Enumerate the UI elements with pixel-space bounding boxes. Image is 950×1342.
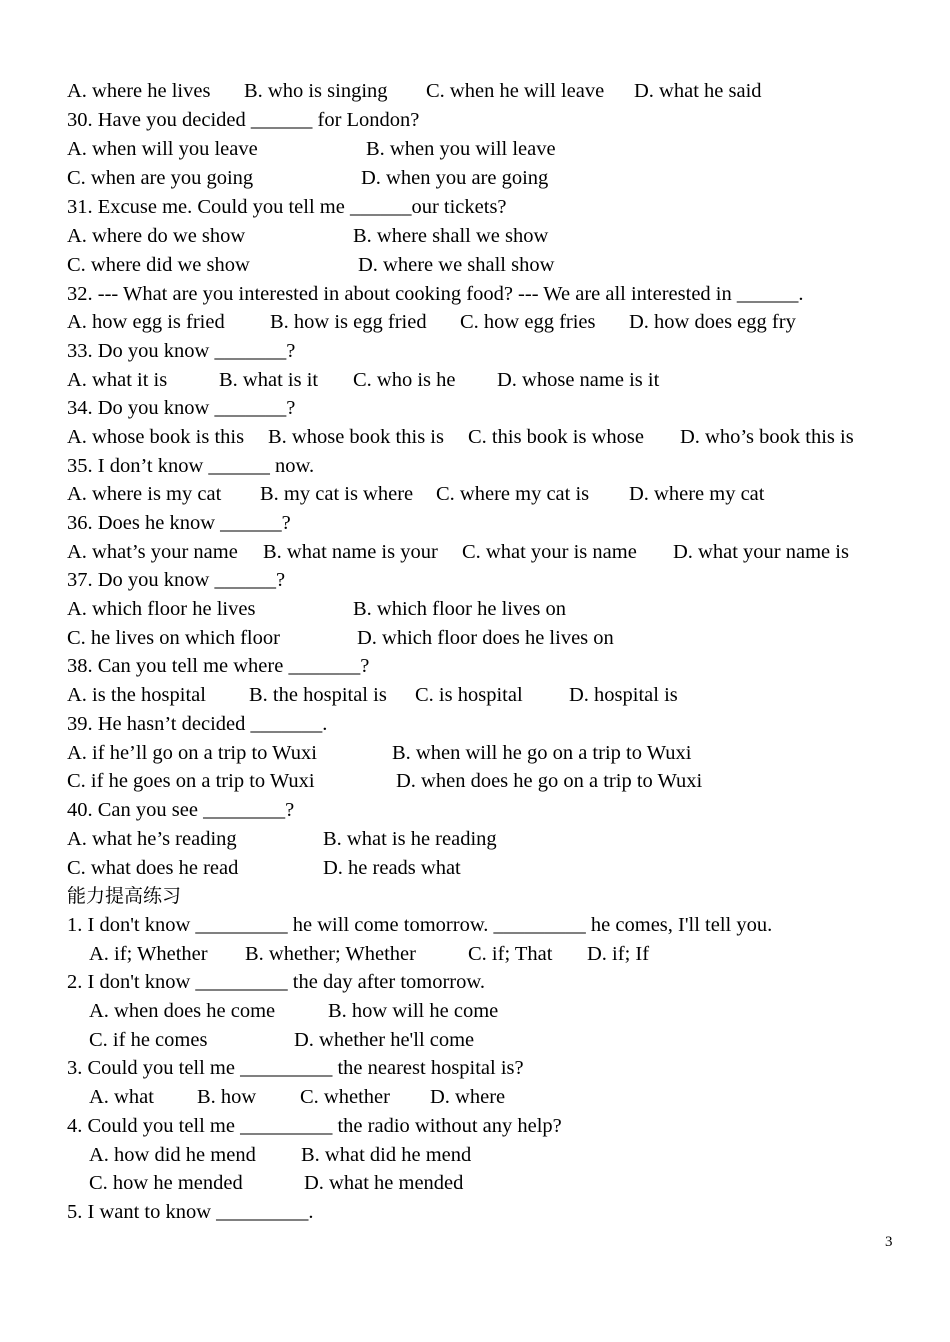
- question-b5-stem: 5. I want to know _________.: [67, 1201, 314, 1223]
- question-33-stem: 33. Do you know _______?: [67, 340, 296, 362]
- option-c: C. when are you going: [67, 167, 254, 189]
- option-d: D. what he said: [634, 80, 762, 102]
- option-d: D. where: [430, 1086, 506, 1108]
- option-d: D. if; If: [587, 943, 650, 965]
- options-line-q31-ab: [67, 222, 549, 251]
- option-c: C. where my cat is: [436, 483, 590, 505]
- options-line-q30-cd: [67, 164, 549, 193]
- option-a: A. what it is: [67, 369, 168, 391]
- option-a: A. where do we show: [67, 225, 246, 247]
- options-line-q32: [67, 308, 796, 337]
- options-line-q34: [67, 423, 854, 452]
- options-line-q30-ab: [67, 135, 556, 164]
- option-d: D. which floor does he lives on: [357, 627, 614, 649]
- option-c: C. when he will leave: [426, 80, 605, 102]
- option-c: C. if he goes on a trip to Wuxi: [67, 770, 315, 792]
- question-38-stem: 38. Can you tell me where _______?: [67, 655, 370, 677]
- option-c: C. he lives on which floor: [67, 627, 280, 649]
- option-b: B. the hospital is: [249, 684, 387, 706]
- option-b: B. what did he mend: [301, 1144, 472, 1166]
- options-line-q40-ab: [67, 825, 497, 854]
- option-d: D. when does he go on a trip to Wuxi: [396, 770, 703, 792]
- option-a: A. what: [89, 1086, 154, 1108]
- option-b: B. which floor he lives on: [353, 598, 566, 620]
- option-b: B. what is it: [219, 369, 319, 391]
- option-c: C. what your is name: [462, 541, 637, 563]
- option-a: A. when does he come: [89, 1000, 276, 1022]
- options-line-q31-cd: [67, 251, 555, 280]
- options-line-q37-ab: [67, 595, 566, 624]
- option-d: D. whether he'll come: [294, 1029, 475, 1051]
- options-line-q37-cd: [67, 624, 614, 653]
- option-b: B. how is egg fried: [270, 311, 427, 333]
- options-line-q38: [67, 681, 678, 710]
- page-number: 3: [885, 1234, 893, 1250]
- options-line-q33: [67, 366, 660, 395]
- question-35-stem: 35. I don’t know ______ now.: [67, 455, 315, 477]
- option-a: A. how did he mend: [89, 1144, 256, 1166]
- option-a: A. where is my cat: [67, 483, 222, 505]
- option-a: A. where he lives: [67, 80, 211, 102]
- option-a: A. is the hospital: [67, 684, 206, 706]
- options-line-q39-ab: [67, 739, 692, 768]
- options-line-q35: [67, 480, 765, 509]
- options-line-b4-cd: [89, 1169, 464, 1198]
- option-b: B. what is he reading: [323, 828, 497, 850]
- question-36-stem: 36. Does he know ______?: [67, 512, 291, 534]
- options-line-b1: [89, 940, 650, 969]
- option-c: C. how he mended: [89, 1172, 243, 1194]
- option-a: A. what he’s reading: [67, 828, 237, 850]
- option-c: C. whether: [300, 1086, 390, 1108]
- option-a: A. how egg is fried: [67, 311, 225, 333]
- question-b2-stem: 2. I don't know _________ the day after tomorrow.: [67, 971, 485, 993]
- question-31-stem: 31. Excuse me. Could you tell me ______our tickets?: [67, 196, 507, 218]
- option-b: B. who is singing: [244, 80, 388, 102]
- option-d: D. who’s book this is: [680, 426, 854, 448]
- option-d: D. what he mended: [304, 1172, 464, 1194]
- option-a: A. which floor he lives: [67, 598, 256, 620]
- option-b: B. when you will leave: [366, 138, 556, 160]
- question-37-stem: 37. Do you know ______?: [67, 569, 286, 591]
- option-d: D. when you are going: [361, 167, 549, 189]
- option-d: D. where my cat: [629, 483, 765, 505]
- options-line-q40-cd: [67, 854, 461, 883]
- option-d: D. whose name is it: [497, 369, 660, 391]
- options-line-b2-ab: [89, 997, 499, 1026]
- option-b: B. what name is your: [263, 541, 438, 563]
- option-d: D. hospital is: [569, 684, 678, 706]
- option-a: A. when will you leave: [67, 138, 258, 160]
- option-b: B. where shall we show: [353, 225, 549, 247]
- option-d: D. how does egg fry: [629, 311, 796, 333]
- options-line-b2-cd: [89, 1026, 475, 1055]
- option-a: A. if; Whether: [89, 943, 208, 965]
- question-b1-stem: 1. I don't know _________ he will come tomorrow. _________ he comes, I'll tell you.: [67, 914, 773, 936]
- option-a: A. if he’ll go on a trip to Wuxi: [67, 742, 317, 764]
- option-c: C. if he comes: [89, 1029, 208, 1051]
- options-line-b4-ab: [89, 1141, 472, 1170]
- option-c: C. what does he read: [67, 857, 239, 879]
- option-b: B. my cat is where: [260, 483, 414, 505]
- question-30-stem: 30. Have you decided ______ for London?: [67, 109, 420, 131]
- option-b: B. how: [197, 1086, 257, 1108]
- question-40-stem: 40. Can you see ________?: [67, 799, 295, 821]
- option-c: C. is hospital: [415, 684, 523, 706]
- options-line-q36: [67, 538, 849, 567]
- option-b: B. whether; Whether: [245, 943, 416, 965]
- question-39-stem: 39. He hasn’t decided _______.: [67, 713, 328, 735]
- option-c: C. this book is whose: [468, 426, 644, 448]
- question-b4-stem: 4. Could you tell me _________ the radio without any help?: [67, 1115, 562, 1137]
- option-b: B. how will he come: [328, 1000, 499, 1022]
- option-c: C. who is he: [353, 369, 456, 391]
- question-b3-stem: 3. Could you tell me _________ the nearest hospital is?: [67, 1057, 524, 1079]
- option-d: D. he reads what: [323, 857, 461, 879]
- option-b: B. when will he go on a trip to Wuxi: [392, 742, 692, 764]
- option-c: C. where did we show: [67, 254, 250, 276]
- options-line-q39-cd: [67, 767, 703, 796]
- options-line-b3: [89, 1083, 506, 1112]
- question-32-stem: 32. --- What are you interested in about cooking food? --- We are all interested in ______.: [67, 283, 804, 305]
- section-heading: 能力提高练习: [67, 885, 182, 907]
- options-line-q29: [67, 77, 762, 106]
- option-c: C. if; That: [468, 943, 553, 965]
- option-a: A. what’s your name: [67, 541, 238, 563]
- option-a: A. whose book is this: [67, 426, 245, 448]
- option-d: D. what your name is: [673, 541, 849, 563]
- option-b: B. whose book this is: [268, 426, 444, 448]
- option-d: D. where we shall show: [358, 254, 555, 276]
- option-c: C. how egg fries: [460, 311, 596, 333]
- question-34-stem: 34. Do you know _______?: [67, 397, 296, 419]
